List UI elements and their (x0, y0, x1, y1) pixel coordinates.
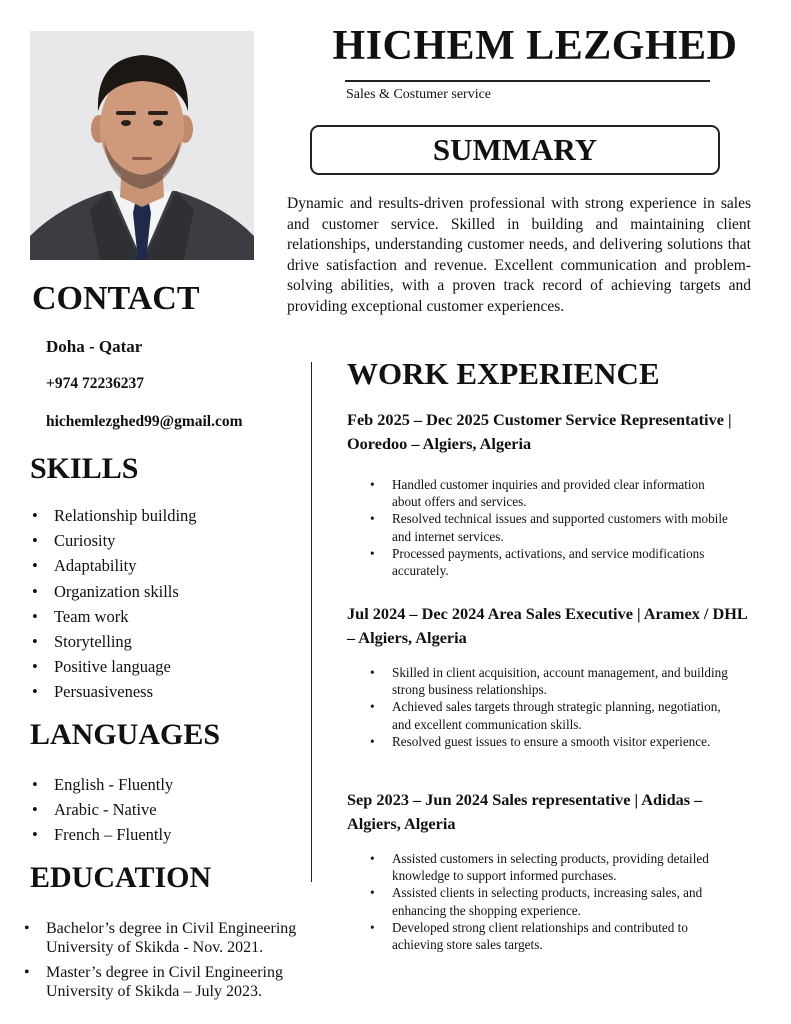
list-item: • Resolved technical issues and supported customers with mobile and internet services. (368, 510, 730, 544)
education-degree: • Bachelor’s degree in Civil Engineering (46, 920, 297, 937)
contact-location: Doha - Qatar (46, 337, 143, 356)
job-heading: Jul 2024 – Dec 2024 Area Sales Executive | Aramex / DHL – Algiers, Algeria (347, 604, 747, 647)
list-item: • Processed payments, activations, and service modifications accurately. (368, 545, 730, 579)
skills-heading: SKILLS (30, 452, 139, 485)
list-item: • Skilled in client acquisition, account management, and building strong business relationships. (368, 664, 730, 698)
job-heading: Sep 2023 – Jun 2024 Sales representative | Adidas – Algiers, Algeria (347, 790, 703, 833)
list-item: • Assisted customers in selecting products, providing detailed knowledge to support informed purchases. (368, 850, 730, 884)
column-divider (311, 362, 312, 882)
summary-heading: SUMMARY (432, 132, 598, 167)
contact-email: hichemlezghed99@gmail.com (46, 413, 243, 430)
list-item: • Team work (30, 606, 197, 631)
summary-text: Dynamic and results-driven professional with strong experience in sales and customer service. Skilled in building and maintaining client relationships, understanding customer needs, and delivering solutions that drive satisfaction and revenue. Excellent communication and problem-solving abilities, with a proven track record of achieving targets and providing exceptional customer experiences. (287, 195, 751, 315)
list-item: • Developed strong client relationships and contributed to achieving store sales targets. (368, 919, 730, 953)
list-item: • Relationship building (30, 505, 197, 530)
job-duties-list (368, 476, 730, 579)
list-item: • Assisted clients in selecting products, increasing sales, and enhancing the shopping experience. (368, 884, 730, 918)
profile-photo (30, 31, 254, 260)
job-duties-list (368, 664, 730, 750)
languages-list (30, 774, 173, 849)
education-detail: University of Skikda – July 2023. (46, 983, 262, 1000)
work-experience-heading: WORK EXPERIENCE (347, 356, 660, 391)
languages-heading: LANGUAGES (30, 718, 221, 751)
summary-heading-box (310, 125, 720, 175)
job-heading: Feb 2025 – Dec 2025 Customer Service Representative | Ooredoo – Algiers, Algeria (347, 410, 732, 453)
contact-heading: CONTACT (32, 280, 200, 317)
list-item (22, 919, 337, 957)
list-item: • Organization skills (30, 581, 197, 606)
job-title: Sales & Costumer service (346, 87, 492, 102)
education-heading: EDUCATION (30, 861, 212, 894)
candidate-name: HICHEM LEZGHED (332, 23, 738, 69)
list-item: • Resolved guest issues to ensure a smooth visitor experience. (368, 733, 730, 750)
list-item: • Handled customer inquiries and provided clear information about offers and services. (368, 476, 730, 510)
portrait-illustration (30, 31, 254, 260)
list-item: • Positive language (30, 656, 197, 681)
list-item: • Achieved sales targets through strategic planning, negotiation, and excellent communication skills. (368, 698, 730, 732)
education-list (22, 919, 337, 1007)
name-underline (345, 80, 710, 82)
list-item: • Curiosity (30, 530, 197, 555)
list-item: • Adaptability (30, 555, 197, 580)
list-item (22, 963, 337, 1001)
list-item: • Persuasiveness (30, 681, 197, 706)
education-degree: • Master’s degree in Civil Engineering (46, 964, 283, 981)
contact-phone: +974 72236237 (46, 375, 144, 392)
education-detail: University of Skikda - Nov. 2021. (46, 939, 264, 956)
list-item: • Arabic - Native (30, 799, 173, 824)
list-item: • English - Fluently (30, 774, 173, 799)
list-item: • French – Fluently (30, 824, 173, 849)
skills-list (30, 505, 197, 707)
list-item: • Storytelling (30, 631, 197, 656)
job-duties-list (368, 850, 730, 953)
